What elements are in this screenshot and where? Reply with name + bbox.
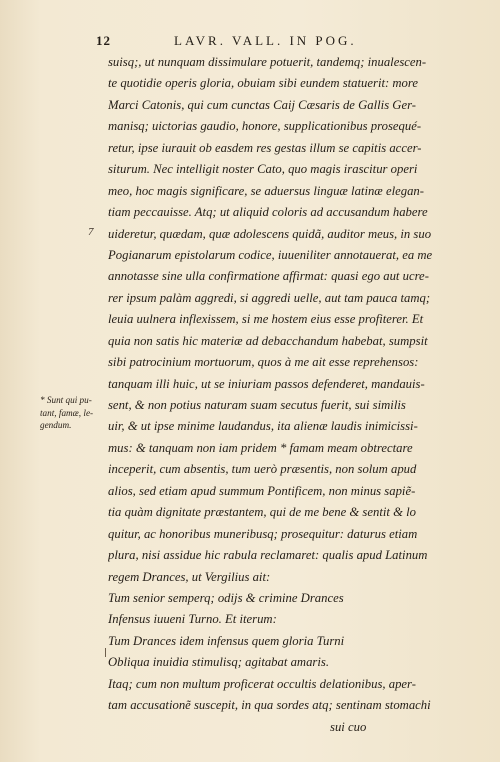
text-line: rer ipsum palàm aggredi, si aggredi uelle, aut tam pauca tamq; (108, 290, 431, 305)
verse-line: Tum senior semperq; odijs & crimine Drances (108, 590, 344, 605)
text-line: regem Drances, ut Vergilius ait: (108, 569, 271, 584)
catchword: sui cuo (108, 719, 367, 734)
text-line: plura, nisi assidue hic rabula reclamaret: qualis apud Latinum (108, 548, 428, 563)
text-line: tia quàm dignitate præstantem, qui de me bene & sentit & lo (108, 505, 416, 520)
text-line: suisq;, ut nunquam dissimulare potuerit, tandemq; inualescen- (108, 55, 427, 69)
text-line: tanquam illi huic, ut se iniuriam passos defenderet, mandauis- (108, 376, 425, 391)
text-line: inceperit, cum absentis, tum uerò præsentis, non solum apud (108, 462, 417, 477)
page-number: 12 (96, 33, 111, 48)
margin-glyph: 7 (88, 226, 94, 238)
text-line: tam accusationẽ suscepit, in qua sordes atq; sentinam stomachi (108, 698, 431, 713)
text-line: alios, sed etiam apud summum Pontificem, non minus sapiẽ- (108, 483, 416, 498)
text-line: Itaq; cum non multum proficerat occultis delationibus, aper- (108, 676, 416, 691)
text-line: mus: & tanquam non iam pridem * famam meam obtrectare (108, 440, 413, 455)
text-line: manisq; uictorias gaudio, honore, supplicationibus prosequé- (108, 119, 422, 134)
verse-line: Infensus iuueni Turno. Et iterum: (108, 612, 277, 627)
text-line: te quotidie operis gloria, obuiam sibi eundem statuerit: more (108, 76, 418, 91)
text-line: uir, & ut ipse minime laudandus, ita alienæ laudis inimicissi- (108, 419, 418, 434)
text-line: quia non satis hic materiæ ad debacchandum habebat, sumpsit (108, 333, 428, 348)
body-text (108, 52, 480, 738)
text-line: sibi patrocinium mortuorum, quos à me ait esse reprehensos: (108, 355, 419, 370)
verse-line: Tum Drances idem infensus quem gloria Turni (108, 633, 345, 648)
page-header (96, 33, 456, 53)
text-line: siturum. Nec intelligit noster Cato, quo magis irascitur operi (108, 162, 418, 177)
text-line: sent, & non potius naturam suam secutus fuerit, sui similis (108, 398, 406, 412)
text-line: meo, hoc magis significare, se aduersus linguæ latinæ elegan- (108, 183, 424, 198)
margin-note-line: * Sunt qui pu- (40, 395, 92, 405)
text-line: Pogianarum epistolarum codice, iuueniliter annotauerat, ea me (108, 247, 433, 262)
margin-note-line: tant, famæ, le- (40, 407, 94, 418)
running-head: LAVR. VALL. IN POG. (174, 33, 357, 48)
text-line: tiam peccauisse. Atq; ut aliquid coloris ad accusandum habere (108, 205, 428, 220)
text-line: uideretur, quædam, quæ adolescens quidã, auditor meus, in suo (108, 226, 432, 241)
text-line: retur, ipse iurauit ob easdem res gestas illum se capitis accer- (108, 140, 422, 155)
text-line: annotasse sine ulla confirmatione affirmat: quasi ego aut ucre- (108, 269, 429, 284)
stray-ink-mark (105, 648, 106, 657)
text-line: Marci Catonis, qui cum cunctas Caij Cæsaris de Gallis Ger- (108, 97, 416, 112)
margin-note (40, 394, 110, 432)
margin-note-line: gendum. (40, 420, 72, 430)
text-line: quitur, ac honoribus muneribusq; prosequitur: daturus etiam (108, 526, 418, 541)
text-line: leuia uulnera inflexissem, si me hostem eius esse profiterer. Et (108, 312, 424, 327)
verse-line: Obliqua inuidia stimulisq; agitabat amaris. (108, 655, 329, 670)
